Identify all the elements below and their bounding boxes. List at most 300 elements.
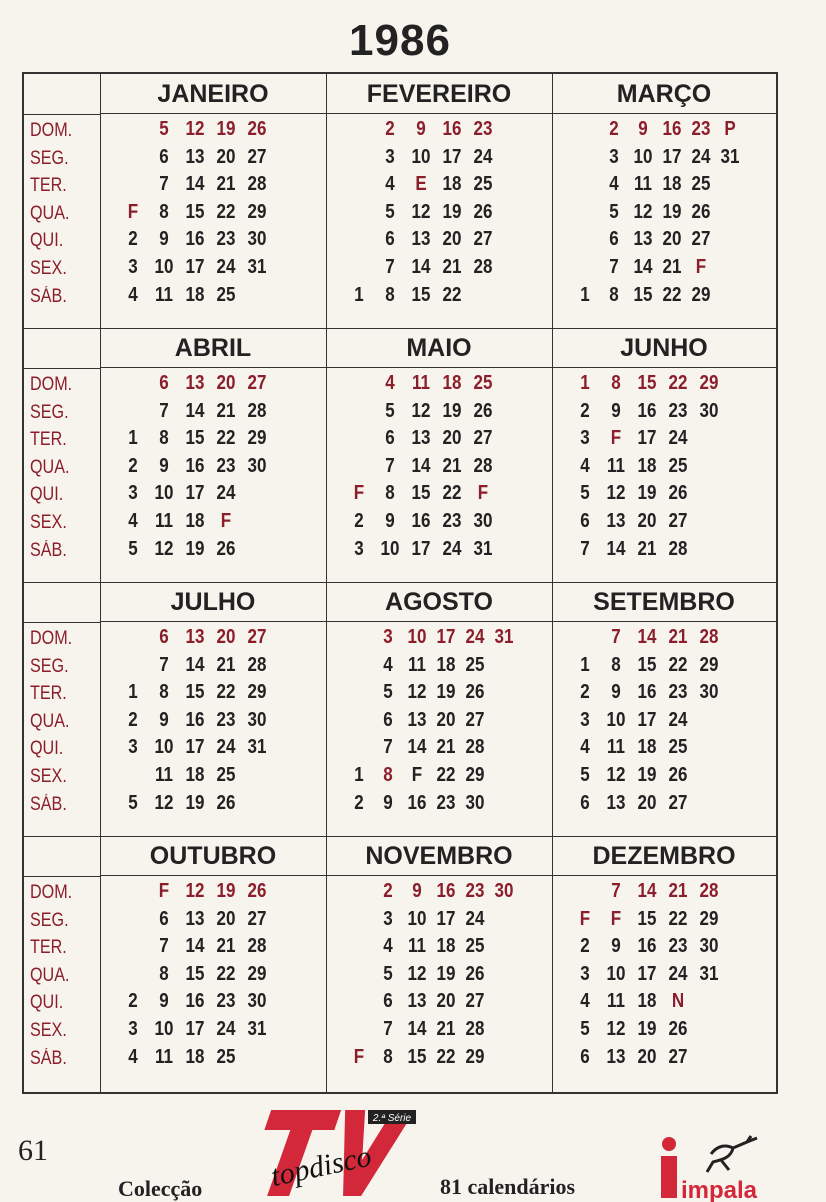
- day-number: 3: [128, 482, 138, 505]
- day-number: 4: [383, 653, 393, 676]
- day-number: 6: [383, 708, 393, 731]
- day-number: 1: [354, 764, 364, 786]
- day-number: 4: [128, 1045, 138, 1068]
- day-label: SEX.: [30, 512, 67, 533]
- day-number: 30: [494, 880, 514, 902]
- day-number: 31: [699, 962, 719, 985]
- month-header-agosto: AGOSTO: [326, 582, 552, 622]
- day-number: 27: [247, 372, 267, 394]
- day-number: 19: [185, 537, 205, 560]
- day-number: 18: [662, 173, 682, 196]
- day-number: 17: [185, 736, 205, 759]
- day-number: 29: [699, 653, 719, 676]
- day-number: 13: [606, 1045, 626, 1068]
- day-number: 14: [407, 736, 427, 759]
- day-number: 10: [154, 482, 174, 505]
- day-number: 12: [411, 200, 431, 223]
- label-header-underline: [24, 114, 100, 115]
- day-number: 22: [662, 283, 682, 306]
- day-number: 7: [609, 256, 619, 278]
- day-number: 13: [185, 626, 205, 648]
- day-number: 4: [128, 283, 138, 306]
- day-number: 25: [465, 935, 485, 958]
- day-number: 12: [606, 1018, 626, 1040]
- day-number: 5: [383, 962, 393, 985]
- day-number: 28: [247, 173, 267, 196]
- day-number: 28: [699, 626, 719, 648]
- tv-badge-text: 2.ª Série: [372, 1113, 412, 1124]
- day-number: 14: [185, 935, 205, 958]
- label-header-underline: [24, 368, 100, 369]
- day-number: 23: [216, 454, 236, 477]
- day-number: 21: [662, 256, 682, 278]
- day-number: 5: [580, 482, 590, 505]
- day-number: 9: [383, 791, 393, 814]
- day-number: 29: [691, 283, 711, 306]
- day-number: 2: [354, 791, 364, 814]
- day-number: 24: [668, 427, 688, 450]
- day-label: SÁB.: [30, 539, 67, 561]
- day-number: 18: [637, 990, 657, 1013]
- day-number: F: [353, 1045, 365, 1068]
- day-number: 20: [442, 228, 462, 251]
- day-number: F: [411, 764, 423, 786]
- day-number: 6: [385, 228, 395, 251]
- day-number: 31: [247, 1018, 267, 1040]
- day-number: 2: [609, 118, 619, 140]
- day-number: 19: [216, 880, 236, 902]
- label-header-underline: [24, 622, 100, 623]
- day-number: 8: [383, 1045, 393, 1068]
- day-number: 16: [185, 708, 205, 731]
- day-number: 9: [611, 399, 621, 422]
- day-number: 21: [436, 736, 456, 759]
- month-header-setembro: SETEMBRO: [552, 582, 776, 622]
- day-number: 11: [634, 173, 652, 196]
- day-label: QUA.: [30, 964, 70, 986]
- day-number: 30: [247, 454, 267, 477]
- day-label: TER.: [30, 937, 67, 959]
- day-number: 29: [465, 764, 485, 786]
- day-label: QUA.: [30, 202, 70, 224]
- day-number: 17: [185, 1018, 205, 1040]
- day-number: 28: [247, 935, 267, 958]
- day-number: 30: [699, 681, 719, 704]
- day-number: 2: [128, 990, 138, 1013]
- day-number: 8: [609, 283, 619, 306]
- day-label: QUI.: [30, 484, 64, 506]
- day-number: 17: [436, 626, 456, 648]
- day-number: 27: [668, 791, 688, 814]
- day-number: 22: [216, 200, 236, 223]
- day-number: 18: [442, 372, 462, 394]
- calendar-grid: [22, 72, 778, 1094]
- day-number: 6: [159, 626, 169, 648]
- day-number: 7: [611, 880, 621, 902]
- day-number: 13: [185, 145, 205, 168]
- day-number: 14: [411, 256, 431, 278]
- day-number: 9: [638, 118, 648, 140]
- day-number: 22: [442, 482, 462, 505]
- day-number: 23: [436, 791, 456, 814]
- day-number: 24: [465, 626, 485, 648]
- day-number: 4: [385, 173, 395, 196]
- day-number: 28: [668, 537, 688, 560]
- day-number: 26: [247, 880, 267, 902]
- day-number: F: [477, 482, 489, 505]
- day-number: 13: [411, 228, 431, 251]
- day-number: 9: [611, 681, 621, 704]
- day-number: P: [724, 118, 736, 140]
- day-number: F: [353, 482, 365, 505]
- day-number: 7: [385, 256, 395, 278]
- day-number: 12: [606, 764, 626, 786]
- day-number: 7: [611, 626, 621, 648]
- day-number: 15: [637, 372, 657, 394]
- day-number: 11: [155, 1045, 173, 1068]
- day-number: 20: [637, 1045, 657, 1068]
- day-label: TER.: [30, 683, 67, 705]
- day-number: 9: [159, 708, 169, 731]
- day-number: 14: [606, 537, 626, 560]
- day-number: 7: [383, 736, 393, 759]
- day-number: 17: [637, 708, 657, 731]
- day-label: SEX.: [30, 766, 67, 787]
- day-label: SÁB.: [30, 793, 67, 815]
- day-number: 12: [606, 482, 626, 505]
- day-number: 11: [155, 510, 173, 532]
- day-number: 16: [637, 681, 657, 704]
- day-number: 26: [668, 1018, 688, 1040]
- day-number: 29: [247, 200, 267, 223]
- day-number: F: [220, 510, 232, 532]
- day-number: 3: [580, 427, 590, 450]
- day-number: 16: [407, 791, 427, 814]
- day-label: SÁB.: [30, 285, 67, 307]
- day-number: 27: [247, 907, 267, 930]
- day-label: SEG.: [30, 147, 69, 169]
- day-number: 6: [159, 372, 169, 394]
- day-number: 22: [216, 681, 236, 704]
- day-number: 31: [494, 626, 514, 648]
- day-number: 8: [383, 764, 393, 786]
- day-number: 24: [216, 482, 236, 505]
- day-number: 21: [436, 1018, 456, 1040]
- day-number: 14: [637, 880, 657, 902]
- day-number: 20: [216, 907, 236, 930]
- day-number: 23: [691, 118, 711, 140]
- day-number: 22: [442, 283, 462, 306]
- month-header-junho: JUNHO: [552, 328, 776, 368]
- day-number: 19: [442, 399, 462, 422]
- month-header-maio: MAIO: [326, 328, 552, 368]
- day-number: 25: [216, 764, 236, 786]
- day-number: 3: [580, 962, 590, 985]
- day-number: 16: [662, 118, 682, 140]
- day-number: 3: [354, 537, 364, 560]
- day-number: 12: [633, 200, 653, 223]
- day-number: 22: [216, 427, 236, 450]
- day-number: 21: [668, 626, 688, 648]
- day-label: DOM.: [30, 120, 73, 141]
- day-number: 14: [407, 1018, 427, 1040]
- day-label: SEX.: [30, 1020, 67, 1041]
- day-number: 21: [442, 454, 462, 477]
- day-number: 19: [637, 764, 657, 786]
- day-number: 20: [442, 427, 462, 450]
- day-number: 10: [154, 256, 174, 278]
- day-number: 5: [580, 764, 590, 786]
- day-number: 28: [465, 1018, 485, 1040]
- day-number: 30: [247, 708, 267, 731]
- year-title: 1986: [349, 16, 451, 65]
- day-number: 16: [442, 118, 462, 140]
- day-number: F: [610, 907, 622, 930]
- day-number: 7: [159, 653, 169, 676]
- day-number: 17: [185, 256, 205, 278]
- day-number: 16: [411, 510, 431, 532]
- day-number: N: [671, 990, 685, 1013]
- day-number: 26: [668, 482, 688, 505]
- impala-text: impala: [681, 1177, 758, 1202]
- day-number: 26: [473, 399, 493, 422]
- day-number: 13: [411, 427, 431, 450]
- day-number: 10: [633, 145, 653, 168]
- day-number: 9: [416, 118, 426, 140]
- day-number: 25: [216, 283, 236, 306]
- day-number: 6: [609, 228, 619, 251]
- day-number: 26: [465, 681, 485, 704]
- day-number: 13: [606, 510, 626, 532]
- day-number: 30: [247, 228, 267, 251]
- card-number: 61: [18, 1134, 48, 1167]
- day-number: 28: [699, 880, 719, 902]
- month-header-abril: ABRIL: [100, 328, 326, 368]
- day-number: 5: [385, 200, 395, 223]
- day-number: 4: [609, 173, 619, 196]
- day-number: 3: [580, 708, 590, 731]
- day-number: 17: [185, 482, 205, 505]
- day-number: 25: [668, 454, 688, 477]
- day-number: 1: [354, 283, 364, 306]
- day-number: 6: [383, 990, 393, 1013]
- day-number: 6: [580, 791, 590, 814]
- day-number: 25: [465, 653, 485, 676]
- day-label: SEG.: [30, 909, 69, 931]
- day-number: 18: [185, 283, 205, 306]
- day-number: 15: [633, 283, 653, 306]
- day-number: 2: [580, 935, 590, 958]
- day-number: 24: [473, 145, 493, 168]
- day-number: 19: [442, 200, 462, 223]
- day-number: 13: [633, 228, 653, 251]
- day-number: 21: [216, 173, 236, 196]
- day-number: 12: [407, 962, 427, 985]
- day-number: 25: [473, 173, 493, 196]
- day-number: 7: [383, 1018, 393, 1040]
- day-number: 9: [611, 935, 621, 958]
- day-number: 7: [580, 537, 590, 560]
- day-label: SEX.: [30, 258, 67, 279]
- day-number: 19: [637, 1018, 657, 1040]
- month-header-março: MARÇO: [552, 74, 776, 114]
- day-number: 3: [128, 736, 138, 759]
- day-number: 10: [407, 907, 427, 930]
- day-number: 12: [154, 791, 174, 814]
- day-number: 16: [185, 454, 205, 477]
- label-header-underline: [24, 876, 100, 877]
- day-number: 2: [580, 681, 590, 704]
- day-number: 26: [216, 537, 236, 560]
- day-number: 19: [662, 200, 682, 223]
- day-number: 12: [411, 399, 431, 422]
- day-number: 17: [436, 907, 456, 930]
- day-number: 12: [154, 537, 174, 560]
- day-number: 1: [580, 372, 590, 394]
- day-number: 13: [407, 990, 427, 1013]
- day-number: 3: [383, 626, 393, 648]
- day-number: 9: [385, 510, 395, 532]
- day-number: 7: [385, 454, 395, 477]
- day-number: 21: [637, 537, 657, 560]
- day-number: 3: [128, 1018, 138, 1040]
- day-number: 27: [691, 228, 711, 251]
- day-number: 17: [662, 145, 682, 168]
- day-number: 19: [436, 962, 456, 985]
- day-number: 9: [159, 990, 169, 1013]
- day-number: E: [415, 173, 427, 196]
- day-number: 6: [159, 145, 169, 168]
- day-number: 20: [436, 990, 456, 1013]
- day-number: 6: [580, 1045, 590, 1068]
- day-number: 2: [128, 708, 138, 731]
- month-header-dezembro: DEZEMBRO: [552, 836, 776, 876]
- day-number: 16: [436, 880, 456, 902]
- day-number: 29: [699, 907, 719, 930]
- day-number: 8: [385, 482, 395, 505]
- day-number: 18: [436, 653, 456, 676]
- day-number: 24: [216, 256, 236, 278]
- day-number: 28: [247, 653, 267, 676]
- day-number: 31: [247, 736, 267, 759]
- day-number: 1: [580, 283, 590, 306]
- day-number: 30: [473, 510, 493, 532]
- day-number: 23: [668, 935, 688, 958]
- day-number: 14: [185, 399, 205, 422]
- day-number: 4: [385, 372, 395, 394]
- day-number: 18: [442, 173, 462, 196]
- day-number: 24: [216, 736, 236, 759]
- day-number: 8: [611, 653, 621, 676]
- day-number: 26: [216, 791, 236, 814]
- day-number: 5: [128, 537, 138, 560]
- day-number: 27: [247, 626, 267, 648]
- day-number: 1: [128, 681, 138, 704]
- day-number: 13: [185, 372, 205, 394]
- day-number: 20: [216, 145, 236, 168]
- day-number: 4: [580, 736, 590, 759]
- day-label: TER.: [30, 429, 67, 451]
- day-number: 24: [216, 1018, 236, 1040]
- day-number: 20: [637, 791, 657, 814]
- day-number: 8: [611, 372, 621, 394]
- day-number: 7: [159, 935, 169, 958]
- day-number: 23: [668, 681, 688, 704]
- day-number: 3: [609, 145, 619, 168]
- day-number: 22: [436, 764, 456, 786]
- day-number: 11: [607, 454, 625, 477]
- day-number: 21: [668, 880, 688, 902]
- day-number: 26: [668, 764, 688, 786]
- day-number: 15: [411, 482, 431, 505]
- day-number: 10: [606, 708, 626, 731]
- day-number: 20: [216, 372, 236, 394]
- day-number: 21: [216, 653, 236, 676]
- day-number: 1: [580, 653, 590, 676]
- day-number: 26: [473, 200, 493, 223]
- day-number: 11: [408, 935, 426, 958]
- day-number: 18: [637, 736, 657, 759]
- day-number: 15: [185, 200, 205, 223]
- day-number: 23: [216, 990, 236, 1013]
- day-number: 12: [185, 880, 205, 902]
- day-number: 18: [185, 510, 205, 532]
- day-number: 3: [383, 907, 393, 930]
- day-number: F: [579, 907, 591, 930]
- day-number: 15: [185, 962, 205, 985]
- day-number: 28: [473, 256, 493, 278]
- day-number: 16: [637, 935, 657, 958]
- day-number: 24: [465, 907, 485, 930]
- day-label: QUI.: [30, 738, 64, 760]
- day-number: 23: [668, 399, 688, 422]
- day-number: F: [695, 256, 707, 278]
- day-number: 23: [473, 118, 493, 140]
- day-number: 2: [354, 510, 364, 532]
- day-number: 22: [668, 372, 688, 394]
- day-number: 11: [408, 653, 426, 676]
- day-number: 27: [465, 708, 485, 731]
- month-header-julho: JULHO: [100, 582, 326, 622]
- day-number: 23: [442, 510, 462, 532]
- day-number: 15: [637, 653, 657, 676]
- day-number: 5: [580, 1018, 590, 1040]
- day-number: 5: [609, 200, 619, 223]
- day-number: F: [158, 880, 170, 902]
- day-number: 20: [436, 708, 456, 731]
- day-number: 14: [633, 256, 653, 278]
- day-number: 2: [580, 399, 590, 422]
- month-header-fevereiro: FEVEREIRO: [326, 74, 552, 114]
- day-number: 2: [128, 228, 138, 251]
- impala-dot: [662, 1137, 676, 1151]
- day-label: SÁB.: [30, 1047, 67, 1069]
- day-number: 8: [159, 681, 169, 704]
- day-number: 9: [159, 454, 169, 477]
- day-number: 14: [411, 454, 431, 477]
- day-number: 19: [216, 118, 236, 140]
- day-number: 24: [442, 537, 462, 560]
- month-header-outubro: OUTUBRO: [100, 836, 326, 876]
- day-number: 5: [385, 399, 395, 422]
- day-number: 7: [159, 399, 169, 422]
- day-number: 25: [216, 1045, 236, 1068]
- day-number: 11: [412, 372, 430, 394]
- month-header-novembro: NOVEMBRO: [326, 836, 552, 876]
- impala-logo: [655, 1130, 780, 1202]
- day-number: 28: [247, 399, 267, 422]
- day-number: 8: [159, 962, 169, 985]
